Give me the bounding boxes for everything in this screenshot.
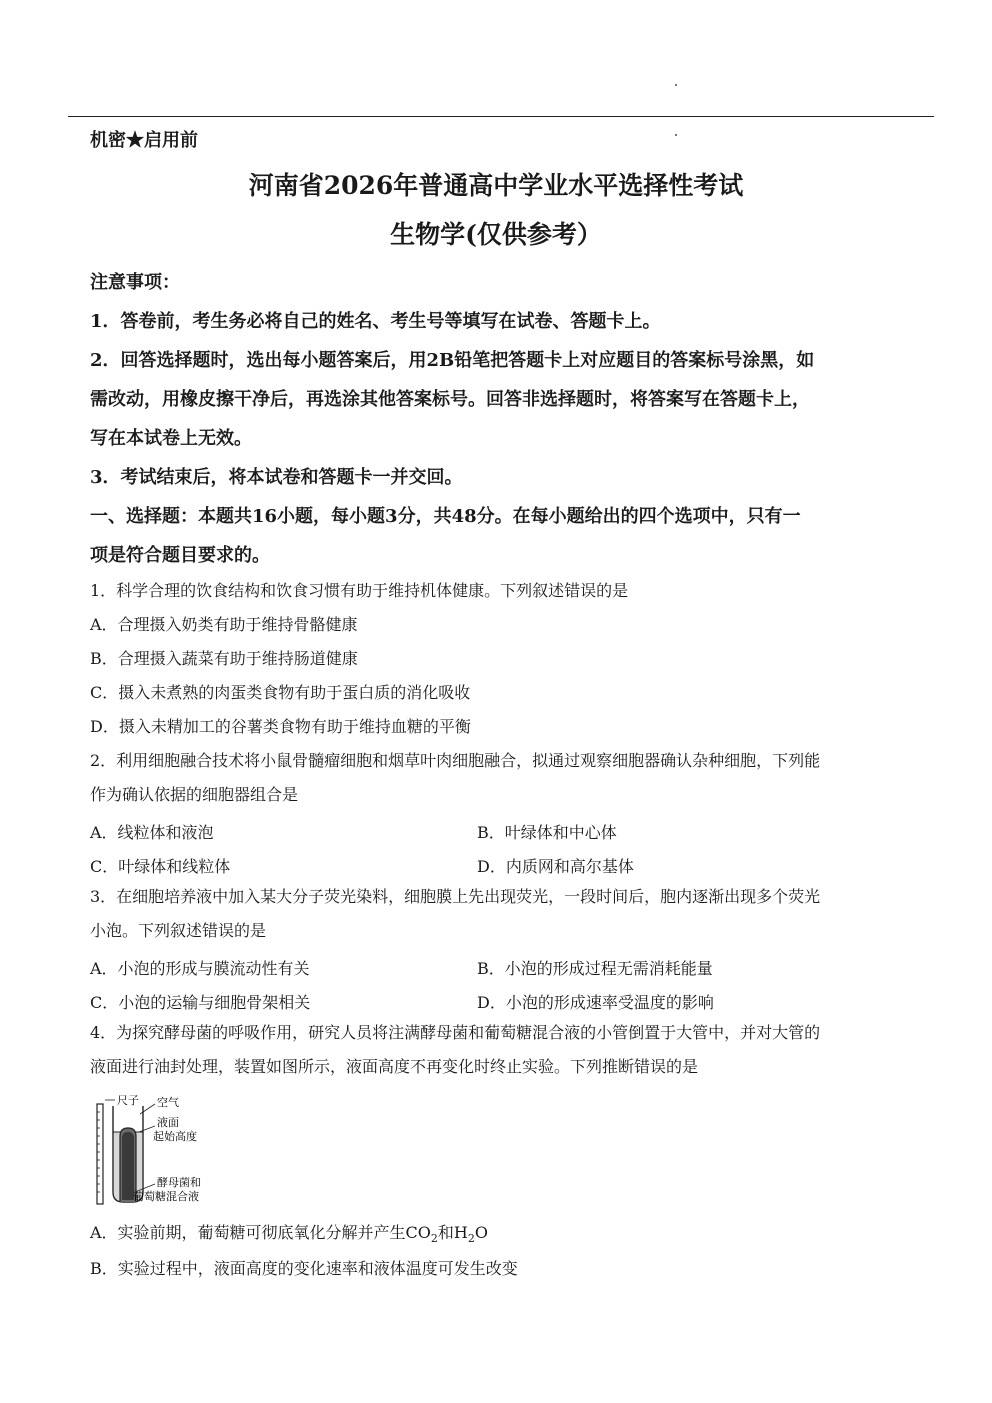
q1-stem: 1．科学合理的饮食结构和饮食习惯有助于维持机体健康。下列叙述错误的是: [90, 581, 629, 600]
figure-label-level-2: 起始高度: [153, 1130, 197, 1143]
q1-option-a: A．合理摄入奶类有助于维持骨骼健康: [90, 615, 358, 634]
q4-option-a-sub2: 2: [467, 1232, 475, 1246]
q2-option-d: D．内质网和高尔基体: [477, 857, 634, 876]
yeast-apparatus-figure: [95, 1092, 245, 1207]
top-rule: [68, 116, 934, 117]
notice-item-2-line1: 2．回答选择题时，选出每小题答案后，用2B铅笔把答题卡上对应题目的答案标号涂黑，如: [90, 350, 815, 371]
figure-label-level-1: 液面: [157, 1116, 179, 1129]
figure-label-ruler: 尺子: [117, 1094, 139, 1107]
secret-label: 机密★启用前: [90, 130, 198, 151]
q4-option-a-suffix: O: [474, 1223, 489, 1242]
q1-option-c: C．摄入未煮熟的肉蛋类食物有助于蛋白质的消化吸收: [90, 683, 471, 702]
notice-item-2-line2: 需改动，用橡皮擦干净后，再选涂其他答案标号。回答非选择题时，将答案写在答题卡上，: [90, 389, 810, 410]
q2-stem-line1: 2．利用细胞融合技术将小鼠骨髓瘤细胞和烟草叶肉细胞融合，拟通过观察细胞器确认杂种细胞，下列能: [90, 751, 821, 770]
q3-stem-line2: 小泡。下列叙述错误的是: [90, 921, 267, 940]
notice-item-2-line3: 写在本试卷上无效。: [90, 428, 252, 449]
section-heading-line2: 项是符合题目要求的。: [90, 545, 270, 566]
notice-heading: 注意事项：: [90, 272, 180, 293]
exam-subtitle: 生物学(仅供参考）: [390, 220, 602, 249]
notice-item-3: 3．考试结束后，将本试卷和答题卡一并交回。: [90, 467, 463, 488]
q3-option-d: D．小泡的形成速率受温度的影响: [477, 993, 714, 1012]
q4-option-a-mid: 和H: [437, 1223, 468, 1242]
q3-option-b: B．小泡的形成过程无需消耗能量: [477, 959, 713, 978]
q4-stem-line2: 液面进行油封处理，装置如图所示，液面高度不再变化时终止实验。下列推断错误的是: [90, 1057, 699, 1076]
q4-option-a-sub1: 2: [430, 1232, 438, 1246]
q4-option-b: B．实验过程中，液面高度的变化速率和液体温度可发生改变: [90, 1259, 518, 1278]
figure-label-air: 空气: [157, 1096, 179, 1109]
scan-dot: [675, 134, 677, 136]
q3-option-c: C．小泡的运输与细胞骨架相关: [90, 993, 311, 1012]
q1-option-d: D．摄入未精加工的谷薯类食物有助于维持血糖的平衡: [90, 717, 471, 736]
q3-stem-line1: 3．在细胞培养液中加入某大分子荧光染料，细胞膜上先出现荧光，一段时间后，胞内逐渐出现多个荧光: [90, 887, 821, 906]
q2-option-a: A．线粒体和液泡: [90, 823, 214, 842]
figure-label-mix-1: 酵母菌和: [157, 1176, 201, 1189]
q4-option-a-text: A．实验前期，葡萄糖可彻底氧化分解并产生CO: [90, 1223, 431, 1242]
figure-label-mix-2: 葡萄糖混合液: [133, 1190, 199, 1203]
section-heading-line1: 一、选择题：本题共16小题，每小题3分，共48分。在每小题给出的四个选项中，只有一: [90, 506, 801, 527]
exam-title: 河南省2026年普通高中学业水平选择性考试: [248, 171, 744, 200]
q2-stem-line2: 作为确认依据的细胞器组合是: [90, 785, 299, 804]
scan-dot: [675, 84, 677, 86]
q1-option-b: B．合理摄入蔬菜有助于维持肠道健康: [90, 649, 358, 668]
q2-option-b: B．叶绿体和中心体: [477, 823, 617, 842]
q2-option-c: C．叶绿体和线粒体: [90, 857, 231, 876]
q4-option-a: [90, 1216, 905, 1256]
q4-stem-line1: 4．为探究酵母菌的呼吸作用，研究人员将注满酵母菌和葡萄糖混合液的小管倒置于大管中，并对大管的: [90, 1023, 821, 1042]
q3-option-a: A．小泡的形成与膜流动性有关: [90, 959, 310, 978]
notice-item-1: 1．答卷前，考生务必将自己的姓名、考生号等填写在试卷、答题卡上。: [90, 311, 661, 332]
